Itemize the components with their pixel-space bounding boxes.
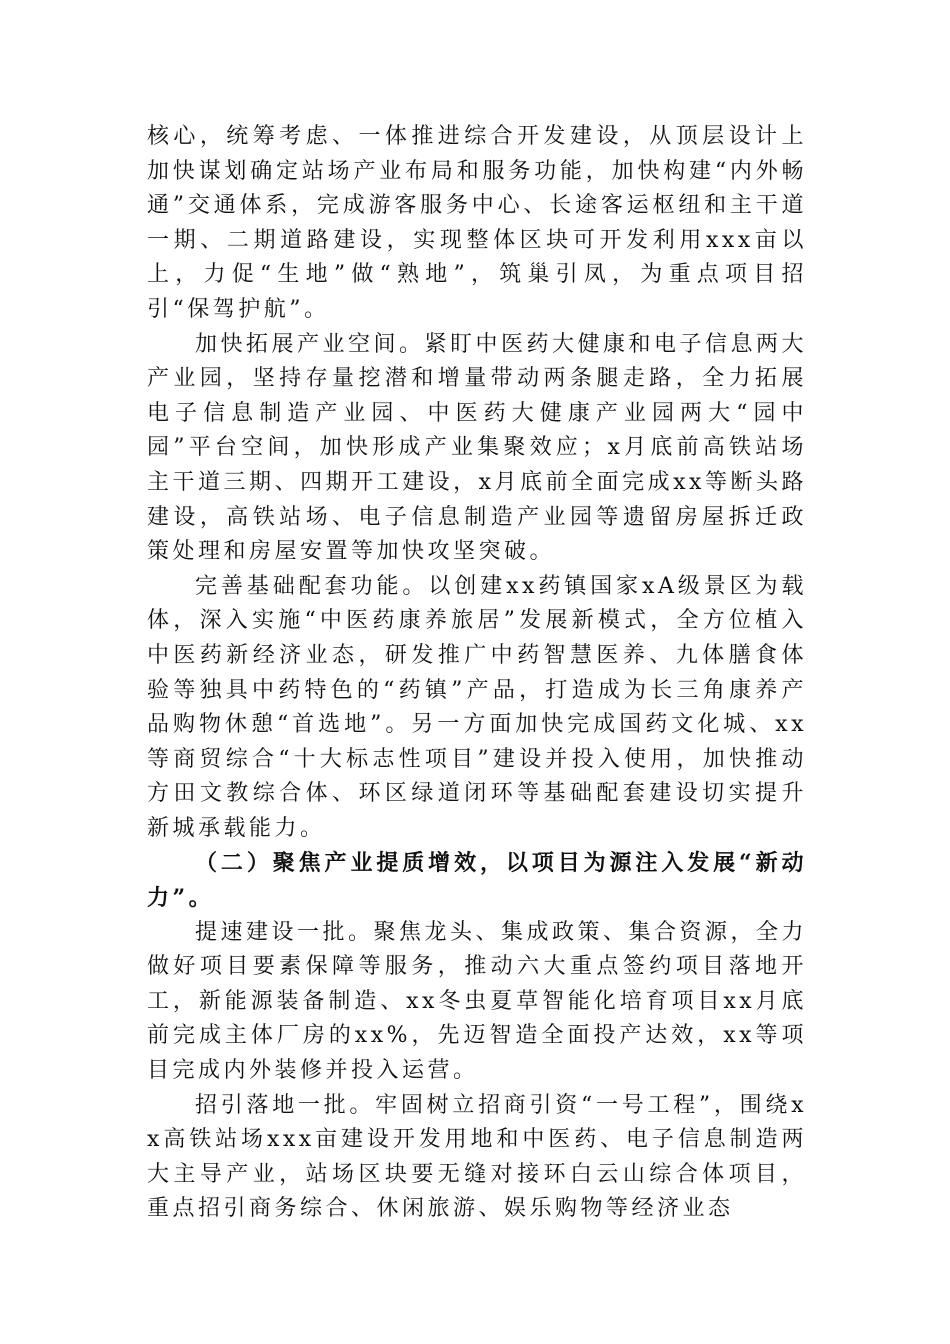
paragraph-accelerate-construction: 提速建设一批。聚焦龙头、集成政策、集合资源，全力做好项目要素保障等服务，推动六大重点签约项目落地开工，新能源装备制造、xx冬虫夏草智能化培育项目xx月底前完成主体厂房的xx%，先迈智造全面投产达效，xx等项目完成内外装修并投入运营。 <box>147 919 808 1084</box>
paragraph-improve-infrastructure: 完善基础配套功能。以创建xx药镇国家xA级景区为载体，深入实施“中医药康养旅居”发展新模式，全方位植入中医药新经济业态，研发推广中药智慧医养、九体膳食体验等独具中药特色的“药镇”产品，打造成为长三角康养产品购物休憩“首选地”。另一方面加快完成国药文化城、xx等商贸综合“十大标志性项目”建设并投入使用，加快推动方田文教综合体、环区绿道闭环等基础配套建设切实提升新城承载能力。 <box>147 573 807 841</box>
section-heading: （二）聚焦产业提质增效，以项目为源注入发展“新动力”。 <box>147 850 807 912</box>
paragraph-attract-investment: 招引落地一批。牢固树立招商引资“一号工程”，围绕xx高铁站场xxx亩建设开发用地和中医药、电子信息制造两大主导产业，站场区块要无缝对接环白云山综合体项目，重点招引商务综合、休闲旅游、娱乐购物等经济业态 <box>147 1092 807 1222</box>
paragraph-continuation: 核心，统筹考虑、一体推进综合开发建设，从顶层设计上加快谋划确定站场产业布局和服务功能，加快构建“内外畅通”交通体系，完成游客服务中心、长途客运枢纽和主干道一期、二期道路建设，实现整体区块可开发利用xxx亩以上，力促“生地”做“熟地”，筑巢引凤，为重点项目招引“保驾护航”。 <box>147 124 807 322</box>
paragraph-expand-industrial-space: 加快拓展产业空间。紧盯中医药大健康和电子信息两大产业园，坚持存量挖潜和增量带动两条腿走路，全力拓展电子信息制造产业园、中医药大健康产业园两大“园中园”平台空间，加快形成产业集聚效应；x月底前高铁站场主干道三期、四期开工建设，x月底前全面完成xx等断头路建设，高铁站场、电子信息制造产业园等遗留房屋拆迁政策处理和房屋安置等加快攻坚突破。 <box>147 331 808 565</box>
document-page <box>147 120 807 1227</box>
